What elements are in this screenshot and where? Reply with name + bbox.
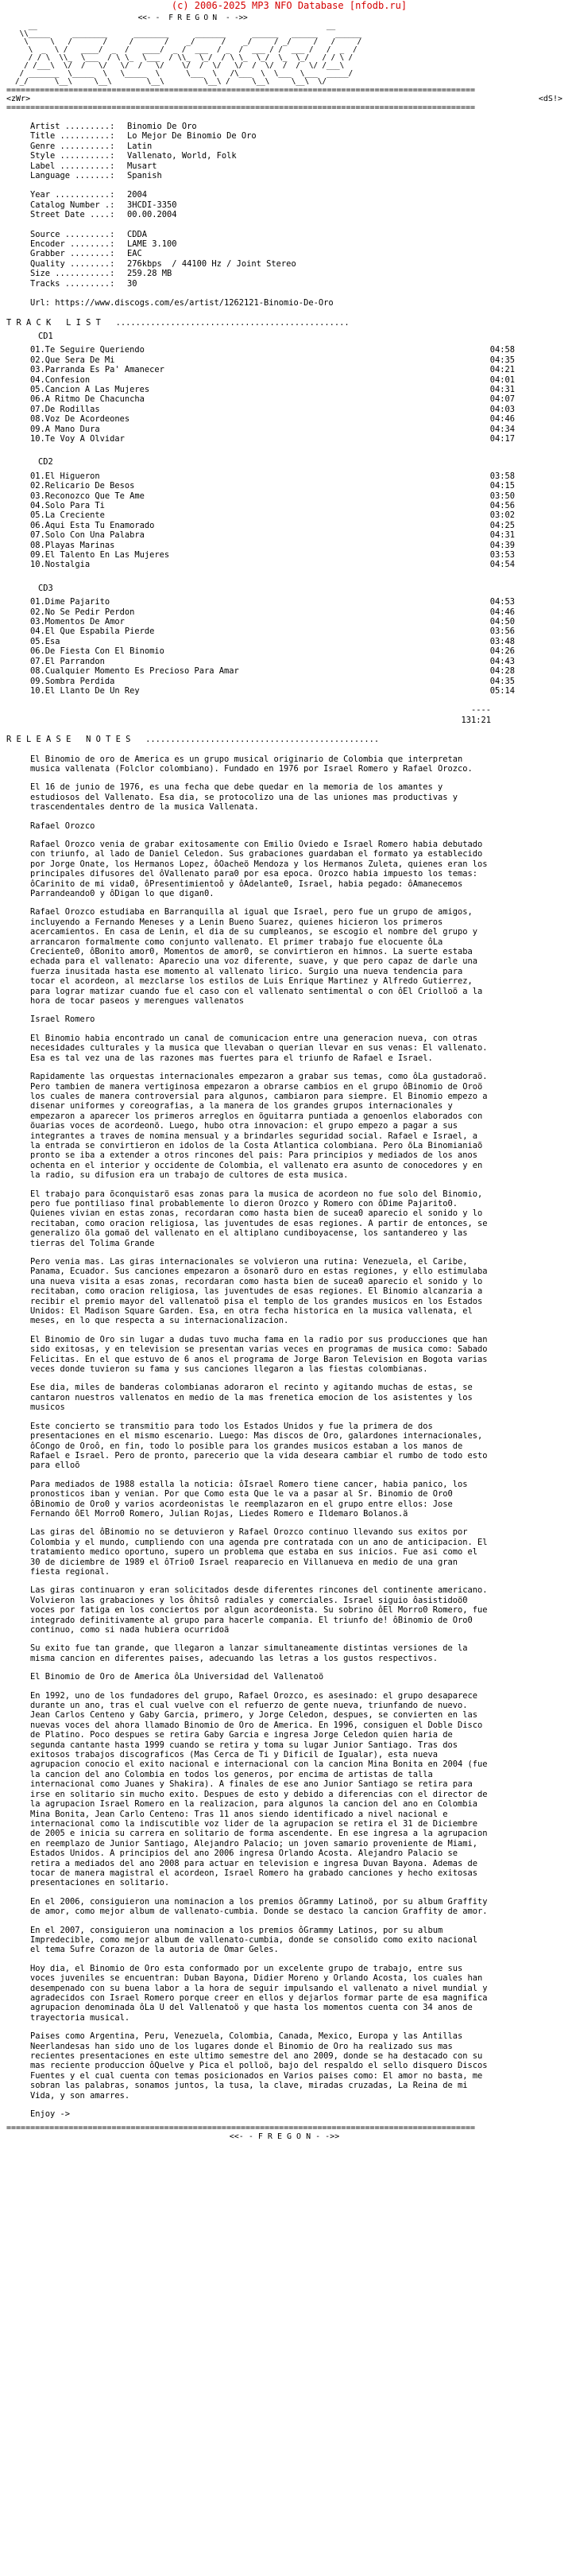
track-duration: 04:46 <box>489 607 515 617</box>
track-row <box>6 617 515 627</box>
track-row <box>6 530 515 540</box>
track-row <box>6 501 515 510</box>
info-row <box>6 190 572 200</box>
info-value: Binomio De Oro <box>127 122 197 131</box>
track-number: 02. <box>30 355 45 365</box>
track-title: Sombra Perdida <box>44 676 115 686</box>
track-row <box>6 394 515 404</box>
info-row <box>6 269 572 278</box>
info-key: Year ...........: <box>30 190 115 200</box>
track-number: 03. <box>30 617 45 627</box>
header-bar-bottom: ================================================================================================== <box>6 103 476 112</box>
notes-paragraph: En 1992, uno de los fundadores del grupo, Rafael Orozco, es asesinado: el grupo desaparece durante un ano, tras el cual vuelve con el refuerzo de gente nueva, triunfando de nuevo. Jean Carlos Centeno y Gaby Garcia, primero, y Jorge Celedon, despues, se convierten en las nuevas voces del ahora llamado Binomio de Oro de America. En 1996, consiguen el Doble Disco de Platino. Poco despues se retira Gaby Garcia e ingresa Jorge Celedon quien haria de segunda cantante hasta 1999 cuando se retira y toma su lugar Junior Santiago. Tras dos exitosos trabajos discograficos (Mas Cerca de Ti y Dificil de Igualar), esta nueva agrupacion conocio el exito nacional e internacional con la cancion Mina Bonita en 2004 (fue la cancion del ano Colombia en todos los generos, por encima de artistas de talla internacional como Juanes y Shakira). A finales de ese ano Junior Santiago se retira para irse en solitario sin mucho exito. Despues de esto y debido a diferencias con el director de la agrupacion Israel Romero en la realizacion, para algunos la cancion del ano en Colombia Mina Bonita, Jean Carlo Centeno: Tras 11 anos siendo identificado a nivel nacional e internacional como la indiscutible voz lider de la agrupacion se retira el 31 de Diciembre de 2005 e inicia su carrera en solitario de forma ascendente. En ese ingresa a la agrupacion en reemplazo de Junior Santiago, Alejandro Palacio; un joven samario proveniente de Miami, Estados Unidos. A principios del ano 2006 ingresa Orlando Acosta. Alejandro Palacio se retira a mediados del ano 2008 para actuar en television e ingresa Duvan Bayona. Ademas de tocar de manera magistral el acordeon, Israel Romero ha grabado canciones y hecho exitosas presentaciones en solitario. <box>30 1690 488 1888</box>
track-title: Parranda Es Pa' Amanecer <box>44 365 164 375</box>
info-gap <box>6 220 572 230</box>
track-duration: 04:25 <box>489 520 515 530</box>
track-duration: 04:56 <box>489 501 515 510</box>
track-row <box>6 481 515 491</box>
track-number: 02. <box>30 607 45 617</box>
notes-paragraph: En el 2007, consiguieron una nominacion a los premios ôGrammy Latinos, por su album Impredecible, como mejor album de vallenato-cumbia, donde se consolido como exito nacional el tema Sufre Corazon de la autoria de Omar Geles. <box>30 1925 478 1955</box>
header-tag-right: <dS!> <box>538 95 562 103</box>
track-title: Te Seguire Queriendo <box>44 345 145 355</box>
track-title: De Rodillas <box>44 404 100 414</box>
track-number: 05. <box>30 510 45 521</box>
track-duration: 04:50 <box>489 617 515 627</box>
cd-label: CD1 <box>38 331 53 341</box>
track-title: El Higueron <box>44 471 100 481</box>
track-number: 04. <box>30 374 45 385</box>
track-title: El Parrandon <box>44 656 105 666</box>
info-value: 00.00.2004 <box>127 210 177 220</box>
cd-label: CD3 <box>38 583 53 593</box>
info-row <box>6 249 572 258</box>
track-duration: 04:17 <box>489 433 515 444</box>
track-duration: 04:43 <box>489 656 515 666</box>
track-duration: 04:35 <box>489 355 515 365</box>
track-title: Playas Marinas <box>44 540 115 550</box>
release-url[interactable]: Url: https://www.discogs.com/es/artist/1262121-Binomio-De-Oro <box>30 298 334 308</box>
track-title: Voz De Acordeones <box>44 414 130 425</box>
info-value: 3HCDI-3350 <box>127 200 177 210</box>
track-title: Momentos De Amor <box>44 617 125 627</box>
track-number: 10. <box>30 433 45 444</box>
track-title: De Fiesta Con El Binomio <box>44 646 164 657</box>
ascii-logo: <<- - F R E G O N - ->> __ __ \\_____ ________ ________ _______ ______ ______ ______ \ \ / / / / _/ / _/ / _/ / / / \ _ \ / ____/ _ / ____/ _ / ___ / _ / ___ / / ___ / / _ / / / \ \\_ \___ / \ \_ \___ / \\_ \_/ / \ \_ \_/ \_ \_/ / / \ / / /___\ \/ / \/ \/ / \/ \/ / \/ \/ / \/ / / \/ /___\ / _______ \_____ \ \_____ \ \___ \ /\___ \ \___ \___ _____/ /_/ \__\ \__\ \__\ \__\ / \__\ \__\ \/ <box>15 14 362 86</box>
track-row <box>6 657 515 666</box>
track-duration: 03:50 <box>489 491 515 501</box>
track-number: 06. <box>30 394 45 405</box>
track-number: 09. <box>30 550 45 561</box>
info-row <box>6 239 572 249</box>
track-row <box>6 375 515 385</box>
info-key: Source .........: <box>30 229 115 239</box>
track-duration: 03:02 <box>489 510 515 521</box>
track-title: Aqui Esta Tu Enamorado <box>44 520 155 530</box>
track-title: A Mano Dura <box>44 424 100 434</box>
notes-paragraph: Rafael Orozco estudiaba en Barranquilla al igual que Israel, pero fue un grupo de amigos, incluyendo a Fernando Meneses y a Lenin Bueno Suarez, quienes hicieron los primeros acercamientos. En casa de Lenin, el dia de su cumpleanos, se escogio el nombre del grupo y arrancaron formalmente como conjunto vallenato. El primer trabajo fue elocuente ôLa Creciente0, ôBonito amor0, Momentos de amor0, se convirtieron en himnos. La suerte estaba echada para el vallenato: Aparecio una voz diferente, suave, y que pero capaz de darle una fuerza inusitada hasta ese momento al vallenato lirico. Surgio una nueva tendencia para tocar el acordeon, al mezclarse los estilos de Luis Enrique Martinez y Alfredo Gutierrez, para lograr matizar cuando fue el caso con el vallenato sentimental o con ôEl Criolloö a la hora de tocar paseos y merengues vallenatos <box>30 907 483 1007</box>
track-duration: 05:14 <box>489 685 515 696</box>
header-bar-top: ================================================================================================== <box>6 86 476 95</box>
track-number: 09. <box>30 676 45 686</box>
track-duration: 03:56 <box>489 627 515 637</box>
track-number: 03. <box>30 491 45 501</box>
info-value: Latin <box>127 141 153 151</box>
track-title: El Talento En Las Mujeres <box>44 550 170 561</box>
track-duration: 04:58 <box>489 345 515 355</box>
track-row <box>6 471 515 481</box>
track-title: Esa <box>44 636 60 646</box>
track-duration: 04:34 <box>489 424 515 434</box>
notes-heading: El Binomio de Oro de America ôLa Universidad del Vallenatoö <box>30 1672 324 1682</box>
notes-paragraph: En el 2006, consiguieron una nominacion a los premios ôGrammy Latinoö, por su album Graffity de amor, como mejor album de vallenato-cumbia. Donde se destaco la cancion Graffity de amor. <box>30 1896 488 1917</box>
notes-paragraph: Su exito fue tan grande, que llegaron a lanzar simultaneamente distintas versiones de la misma cancion en diferentes paises, adecuando las letras a los gustos respectivos. <box>30 1643 468 1663</box>
notes-paragraph: Rapidamente las orquestas internacionales empezaron a grabar sus temas, como ôLa gustadoraö. Pero tambien de manera vertiginosa empezaron a obrarse cambios en el grupo ôBinomio de Oroö los cuales de manera controversial para algunos, cambiaron para siempre. El Binomio empezo a disenar uniformes y coreografias, a la manera de los grandes grupos internacionales y empezaron a aparecer los primeros arreglos en õguitarra puntiada a genoenlos elaborados con õuarias voces de acordeonö. Luego, hubo otra innovacion: el grupo empezo a pagar a sus integrantes a traves de nomina mensual y a brindarles seguridad social. Rafael e Israel, a la entrada se convirtieron en idolos de la Costa Atlantica colombiana. Pero õLa Binomianiaõ pronto se iba a extender a otros rincones del pais: Para principios y mediados de los anos ochenta en el interior y occidente de Colombia, el vallenato era asunto de conocedores y en la radio, su difusion era un trabajo de cultores de esta musica. <box>30 1072 488 1181</box>
notes-paragraph: Las giras del ôBinomio no se detuvieron y Rafael Orozco continuo llevando sus exitos por Colombia y el mundo, cumpliendo con una agenda pre contratada con un ano de anticipacion. El tratamiento medico oportuno, supero un problema que estaba en sus inicios. Fue asi como el 30 de diciembre de 1989 el ôTrio0 Israel reaparecio en Villanueva en medio de una gran fiesta regional. <box>30 1527 488 1577</box>
enjoy-text: Enjoy -> <box>30 2109 71 2120</box>
track-row <box>6 627 515 636</box>
notes-paragraph: Ese dia, miles de banderas colombianas adoraron el recinto y agitando muchas de estas, se cantaron nuestros vallenatos en medio de la mas frenetica emocion de los asistentes y los musicos <box>30 1383 473 1413</box>
notes-heading: Israel Romero <box>30 1014 95 1025</box>
cd-gap <box>6 696 572 705</box>
notes-paragraph: Para mediados de 1988 estalla la noticia: ôIsrael Romero tiene cancer, habia panico, los pronosticos iban y venian. Por que Como esta Que le va a pasar al Sr. Binomio de Oro0 ôBinomio de Oro0 y varios acordeonistas le reemplazaron en el grupo entre ellos: Jose Fernando ôEl Morro0 Romero, Julian Rojas, Liedes Romero e Ildemaro Bolanos.ä <box>30 1479 468 1519</box>
track-duration: 03:58 <box>489 471 515 481</box>
track-title: Solo Para Ti <box>44 501 105 510</box>
cd-gap <box>6 570 572 580</box>
track-row <box>6 686 515 696</box>
info-key: Genre ..........: <box>30 141 115 151</box>
track-number: 07. <box>30 656 45 666</box>
cd-label: CD2 <box>38 457 53 467</box>
info-key: Artist .........: <box>30 122 115 131</box>
track-row <box>6 491 515 501</box>
track-duration: 04:26 <box>489 646 515 657</box>
track-title: Te Voy A Olvidar <box>44 433 125 444</box>
track-title: Dime Pajarito <box>44 597 110 607</box>
track-number: 10. <box>30 685 45 696</box>
info-value: CDDA <box>127 229 148 239</box>
track-number: 04. <box>30 501 45 510</box>
info-key: Quality ........: <box>30 258 115 269</box>
track-row <box>6 637 515 646</box>
info-key: Language .......: <box>30 171 115 181</box>
track-number: 09. <box>30 424 45 434</box>
notes-paragraph: El Binomio habia encontrado un canal de comunicacion entre una generacion nueva, con otras necesidades culturales y la musica que llevaban o querian llevar en sus venas: El vallenato. Esa es tal vez una de las razones mas fuertes para el triunfo de Rafael e Israel. <box>30 1033 488 1063</box>
info-row <box>6 131 572 141</box>
track-duration: 03:48 <box>489 636 515 646</box>
track-row <box>6 385 515 394</box>
track-duration: 04:15 <box>489 481 515 491</box>
info-key: Catalog Number .: <box>30 200 115 210</box>
info-row <box>6 230 572 239</box>
track-row <box>6 521 515 530</box>
track-title: Relicario De Besos <box>44 481 135 491</box>
total-duration: 131:21 <box>461 715 491 725</box>
track-number: 02. <box>30 481 45 491</box>
copyright-text[interactable]: (c) 2006-2025 MP3 NFO Database [nfodb.ru] <box>171 0 408 11</box>
track-row <box>6 414 515 424</box>
header-bar-mid <box>6 95 562 103</box>
info-key: Style ..........: <box>30 151 115 161</box>
notes-paragraph: El 16 de junio de 1976, es una fecha que debe quedar en la memoria de los amantes y estudiosos del Vallenato. Esa dia, se protocolizo una de las uniones mas productivas y trascendentales dentro de la musica Vallenata. <box>30 782 458 813</box>
notes-paragraph: Este concierto se transmitio para todo los Estados Unidos y fue la primera de dos presentaciones en el mismo escenario. Luego: Mas discos de Oro, galardones internacionales, ôCongo de Oroô, en fin, todo lo posible para los grandes musicos estaban a los manos de Rafael e Israel. Pero de pronto, parecerio que la vida deseara cambiar el rumbo de todo esto para elloõ <box>30 1421 488 1471</box>
info-row <box>6 122 572 131</box>
release-notes-header: R E L E A S E N O T E S ............................................... <box>6 735 380 745</box>
info-row <box>6 200 572 210</box>
notes-paragraph: El Binomio de Oro sin lugar a dudas tuvo mucha fama en la radio por sus producciones que han sido exitosas, y en television se presentan varias veces en programas de musica como: Sabado Felicitas. En el que estuvo de 6 anos el programa de Jorge Baron Television en Bogota varias veces donde tuvieron su fama y sus canciones llegaron a las fiestas colombianas. <box>30 1334 488 1375</box>
track-title: A Ritmo De Chacuncha <box>44 394 145 405</box>
info-key: Title ..........: <box>30 131 115 142</box>
track-duration: 04:07 <box>489 394 515 405</box>
track-title: Cancion A Las Mujeres <box>44 384 150 394</box>
track-duration: 04:35 <box>489 676 515 686</box>
track-number: 07. <box>30 530 45 541</box>
track-title: Nostalgia <box>44 560 91 570</box>
track-duration: 04:39 <box>489 540 515 550</box>
header-tag-left: <zWr> <box>6 95 31 103</box>
track-number: 01. <box>30 597 45 607</box>
notes-paragraph: El trabajo para õconquistarö esas zonas para la musica de acordeon no fue solo del Binomio, pero fue pontiliaso final probablemente lo dieron Orozco y Romero con ôDime Pajarito0. Quienes vivian en estas zonas, recordaran como hasta bien de sucea0 aparecio el sonido y lo recitaban, como oracion religiosa, las juventudes de esas regiones. A partir de entonces, se generalizo õla gomaö del vallenato en el altiplano cundiboyacense, los santandereo y las tierras del Tolima Grande <box>30 1189 488 1248</box>
track-row <box>6 345 515 355</box>
track-title: El Que Espabila Pierde <box>44 627 155 637</box>
track-row <box>6 607 515 617</box>
track-duration: 04:31 <box>489 384 515 394</box>
track-row <box>6 355 515 365</box>
track-duration: 04:54 <box>489 560 515 570</box>
track-duration: 04:01 <box>489 374 515 385</box>
info-value: 259.28 MB <box>127 269 172 279</box>
track-number: 08. <box>30 666 45 677</box>
info-row <box>6 210 572 219</box>
track-row <box>6 560 515 569</box>
info-row <box>6 279 572 289</box>
tracklist <box>6 332 572 705</box>
release-url-row <box>6 298 572 308</box>
track-title: Cualquier Momento Es Precioso Para Amar <box>44 666 239 677</box>
release-info <box>6 122 572 289</box>
track-duration: 04:53 <box>489 597 515 607</box>
total-rule: ---- <box>470 705 491 716</box>
info-key: Street Date ....: <box>30 210 115 220</box>
track-row <box>6 597 515 607</box>
track-title: La Creciente <box>44 510 105 521</box>
track-number: 06. <box>30 646 45 657</box>
track-row <box>6 550 515 560</box>
track-number: 10. <box>30 560 45 570</box>
notes-paragraph: Las giras continuaron y eran solicitados desde diferentes rincones del continente americano. Volvieron las grabaciones y los ôhitsô radiales y comerciales. Israel siguio ôasistidoö0 voces por fatiga en los conciertos por algun acordeonista. Su sobrino ôEl Morro0 Romero, fue integrado definitivamente al grupo para hacerle compania. El triunfo de! ôBinomio de Oro0 continuo, como si nada hubiera ocurridoä <box>30 1585 488 1635</box>
info-value: LAME 3.100 <box>127 239 177 250</box>
notes-paragraph: Pero venia mas. Las giras internacionales se volvieron una rutina: Venezuela, el Caribe, Panama, Ecuador. Sus canciones empezaron a õsonarö duro en estas regiones, y ello estimulaba una nueva visita a esas zonas, recordaran como hasta bien de sucea0 aparecio el sonido y lo recitaban, como oracion religiosa, las juventudes de esas regiones. El Binomio alcanzaria a recibir el premio mayor del vallenatoö pisa el templo de los grandes musicos en los Estados Unidos: El Madison Square Garden. Esa, en otra fecha historica en la musica vallenata, el meses, en lo que respecta a su internacionalizacion. <box>30 1257 488 1326</box>
track-number: 01. <box>30 471 45 481</box>
track-number: 08. <box>30 414 45 425</box>
tracklist-header: T R A C K L I S T ............................................... <box>6 317 350 328</box>
track-row <box>6 434 515 444</box>
track-row <box>6 666 515 676</box>
track-duration: 04:21 <box>489 365 515 375</box>
track-number: 08. <box>30 540 45 550</box>
info-value: 2004 <box>127 190 148 200</box>
track-number: 07. <box>30 404 45 414</box>
track-title: Confesion <box>44 374 91 385</box>
track-number: 01. <box>30 345 45 355</box>
track-duration: 04:46 <box>489 414 515 425</box>
track-duration: 03:53 <box>489 550 515 561</box>
track-number: 04. <box>30 627 45 637</box>
track-row <box>6 365 515 374</box>
cd-gap <box>6 444 572 453</box>
notes-paragraph: Rafael Orozco venia de grabar exitosamente con Emilio Oviedo e Israel Romero habia debutado con triunfo, al lado de Daniel Celedon. Sus grabaciones guardaban el formato ya establecido por Jorge Onate, los Hermanos Lopez, ôOacheö Mendoza y los Hermanos Zuleta, quienes eran los principales difusores del ôVallenato para0 por esa epoca. Orozco habia impuesto los temas: ôCarinito de mi vida0, ôPresentimientoô y ôAdelante0, Israel, habia pegado: ôAmanecemos Parrandeando0 y ôDigan lo que digan0. <box>30 839 488 898</box>
track-row <box>6 405 515 414</box>
track-title: Reconozco Que Te Ame <box>44 491 145 501</box>
track-row <box>6 425 515 434</box>
track-title: No Se Pedir Perdon <box>44 607 135 617</box>
track-title: Solo Con Una Palabra <box>44 530 145 541</box>
footer-bar: ================================================================================================== <box>6 2124 476 2133</box>
info-gap <box>6 180 572 190</box>
info-key: Label ..........: <box>30 161 115 171</box>
info-key: Tracks .........: <box>30 278 115 289</box>
notes-heading: Rafael Orozco <box>30 821 95 831</box>
track-row <box>6 677 515 686</box>
track-row <box>6 541 515 550</box>
info-row <box>6 259 572 269</box>
info-value: Vallenato, World, Folk <box>127 151 237 161</box>
info-value: Musart <box>127 161 157 171</box>
notes-paragraph: El Binomio de oro de America es un grupo musical originario de Colombia que interpretan musica vallenata (Folclor colombiano). Fundado en 1976 por Israel Romero y Rafael Orozco. <box>30 754 473 774</box>
track-number: 05. <box>30 384 45 394</box>
info-value: Lo Mejor De Binomio De Oro <box>127 131 257 142</box>
track-row <box>6 510 515 520</box>
info-value: EAC <box>127 249 142 259</box>
notes-paragraph: Hoy dia, el Binomio de Oro esta conformado por un excelente grupo de trabajo, entre sus voces juveniles se encuentran: Duban Bayona, Didier Moreno y Orlando Acosta, los cuales han desempenado con su buena labor a la hora de seguir impulsando el vallenato a nivel mundial y agradecidos con Israel Romero porque creer en ellos y dejarlos formar parte de esa magnifica agrupacion denominada ôLa U del Vallenatoö y que hasta los momentos cuenta con 34 anos de trayectoria musical. <box>30 1963 488 2023</box>
info-value: 30 <box>127 278 137 289</box>
info-row <box>6 151 572 161</box>
info-key: Size ...........: <box>30 269 115 279</box>
track-title: Que Sera De Mi <box>44 355 115 365</box>
info-row <box>6 161 572 171</box>
track-number: 03. <box>30 365 45 375</box>
footer-banner: <<- - F R E G O N - ->> <box>229 2132 340 2142</box>
track-number: 06. <box>30 520 45 530</box>
track-row <box>6 646 515 656</box>
track-number: 05. <box>30 636 45 646</box>
info-row <box>6 171 572 180</box>
release-notes <box>6 755 572 2120</box>
track-title: El Llanto De Un Rey <box>44 685 140 696</box>
info-row <box>6 142 572 151</box>
track-duration: 04:31 <box>489 530 515 541</box>
info-value: 276kbps / 44100 Hz / Joint Stereo <box>127 258 296 269</box>
info-value: Spanish <box>127 171 162 181</box>
info-key: Grabber ........: <box>30 249 115 259</box>
info-key: Encoder ........: <box>30 239 115 250</box>
notes-paragraph: Paises como Argentina, Peru, Venezuela, Colombia, Canada, Mexico, Europa y las Antillas Neerlandesas han sido uno de los lugares donde el Binomio de Oro ha realizado sus mas recientes presentaciones en este ultimo semestre del ano 2009, donde se ha destacado con su mas reciente produccion ôQuelve y Pica el polloö, bajo del respaldo el sello disquero Discos Fuentes y el cual cuenta con temas posicionados en Varios paises como: El amor no basta, me sobran las palabras, sonamos juntos, la tusa, la clave, miradas cruzadas, La Reina de mi Vida, y son amarres. <box>30 2031 488 2101</box>
track-duration: 04:28 <box>489 666 515 677</box>
track-duration: 04:03 <box>489 404 515 414</box>
